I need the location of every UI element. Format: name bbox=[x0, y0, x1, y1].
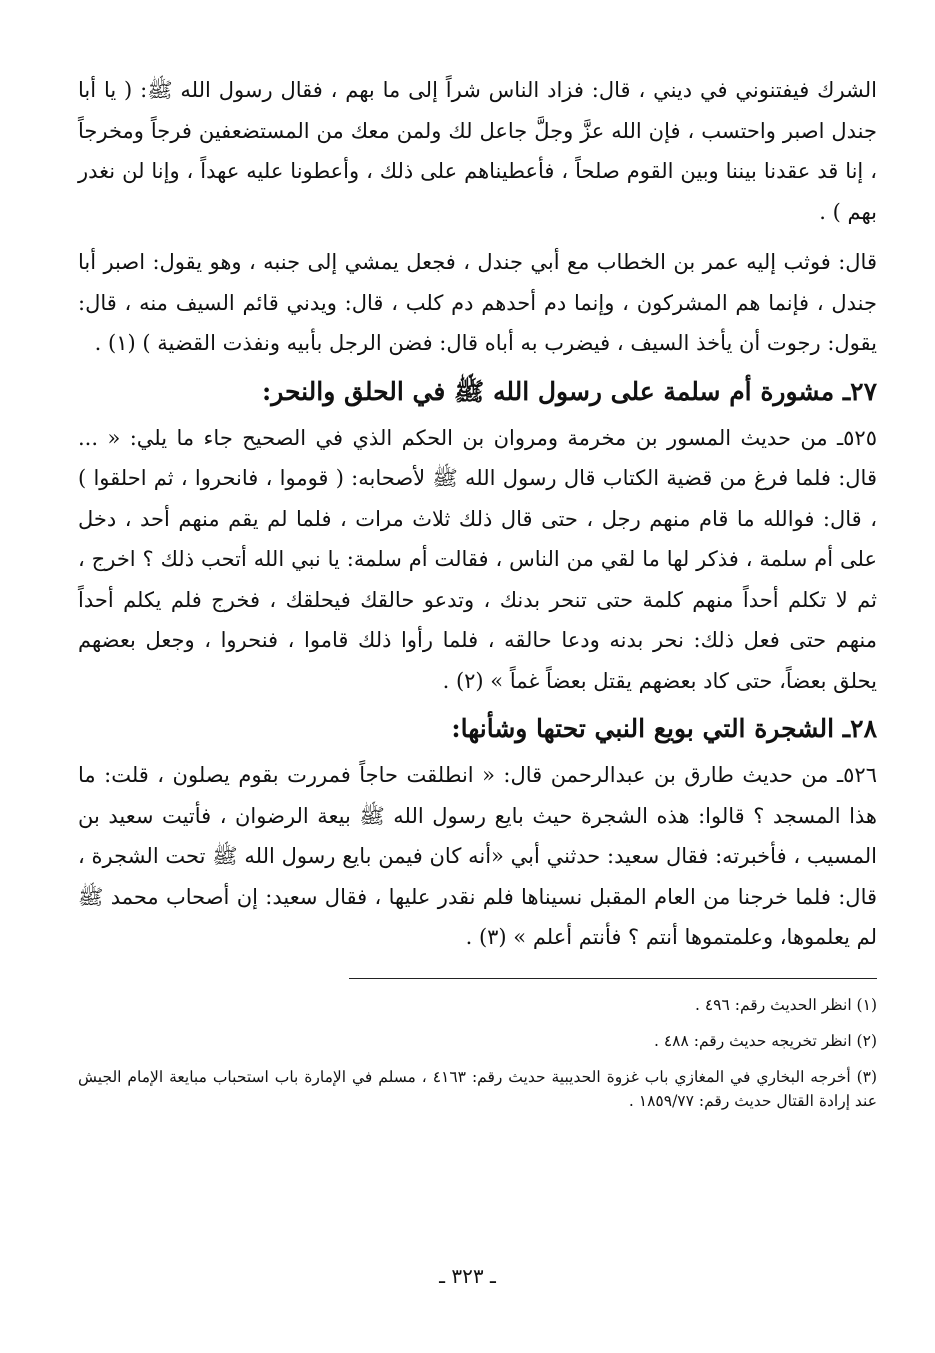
footnote-1: (١) انظر الحديث رقم: ٤٩٦ . bbox=[694, 995, 877, 1014]
section-heading-27: ٢٧ـ مشورة أم سلمة على رسول الله ﷺ في الحلق والنحر: bbox=[261, 376, 877, 406]
page-number: ـ ٣٢٣ ـ bbox=[439, 1264, 496, 1288]
footnote-2: (٢) انظر تخريجه حديث رقم: ٤٨٨ . bbox=[654, 1031, 877, 1050]
footnote-3: (٣) أخرجه البخاري في المغازي باب غزوة الحديبية حديث رقم: ٤١٦٣ ، مسلم في الإمارة باب استحباب مبايعة الإمام الجيش عند إرادة القتال حديث رقم: ١٨٥٩/٧٧ . bbox=[78, 1067, 878, 1110]
footnote-separator-wrap bbox=[78, 958, 877, 993]
section-heading-28: ٢٨ـ الشجرة التي بويع النبي تحتها وشأنها: bbox=[451, 714, 877, 743]
paragraph: قال: فوثب إليه عمر بن الخطاب مع أبي جندل ، فجعل يمشي إلى جنبه ، وهو يقول: اصبر أبا جندل ، فإنما هم المشركون ، وإنما دم أحدهم دم كلب ، قال: ويدني قائم السيف منه ، قال: يقول: رجوت أن يأخذ السيف ، فيضرب به أباه قال: فضن الرجل بأبيه ونفذت القضية ) (١) . bbox=[78, 250, 877, 355]
footnote-separator bbox=[349, 978, 877, 979]
paragraph: الشرك فيفتنوني في ديني ، قال: فزاد الناس شراً إلى ما بهم ، فقال رسول الله ﷺ: ( يا أبا جندل اصبر واحتسب ، فإن الله عزَّ وجلَّ جاعل لك ولمن معك من المستضعفين فرجاً ومخرجاً ، إنا قد عقدنا بيننا وبين القوم صلحاً ، فأعطيناهم على ذلك ، وأعطونا عليه عهداً ، وإنا لن نغدر بهم ) . bbox=[78, 78, 878, 224]
hadith-525: ٥٢٥ـ من حديث المسور بن مخرمة ومروان بن الحكم الذي في الصحيح جاء ما يلي: « ... قال: فلما فرغ من قضية الكتاب قال رسول الله ﷺ لأصحابه: ( قوموا ، فانحروا ، ثم احلقوا ) ، قال: فوالله ما قام منهم رجل ، حتى قال ذلك ثلاث مرات ، فلما لم يقم منهم أحد ، دخل على أم سلمة ، فذكر لها ما لقي من الناس ، فقالت أم سلمة: يا نبي الله أتحب ذلك ؟ اخرج ، ثم لا تكلم أحداً منهم كلمة حتى تنحر بدنك ، وتدعو حالقك فيحلقك ، فخرج فلم يكلم أحداً منهم حتى فعل ذلك: نحر بدنه ودعا حالقه ، فلما رأوا ذلك قاموا ، فنحروا ، وجعل بعضهم يحلق بعضاً، حتى كاد بعضهم يقتل بعضاً غماً » (٢) . bbox=[78, 425, 877, 693]
hadith-526: ٥٢٦ـ من حديث طارق بن عبدالرحمن قال: « انطلقت حاجاً فمررت بقوم يصلون ، قلت: ما هذا المسجد ؟ قالوا: هذه الشجرة حيث بايع رسول الله ﷺ بيعة الرضوان ، فأتيت سعيد بن المسيب ، فأخبرته: فقال سعيد: حدثني أبي «أنه كان فيمن بايع رسول الله ﷺ تحت الشجرة ، قال: فلما خرجنا من العام المقبل نسيناها فلم نقدر عليها ، فقال سعيد: إن أصحاب محمد ﷺ لم يعلموها، وعلمتموها أنتم ؟ فأنتم أعلم » (٣) . bbox=[78, 763, 877, 949]
